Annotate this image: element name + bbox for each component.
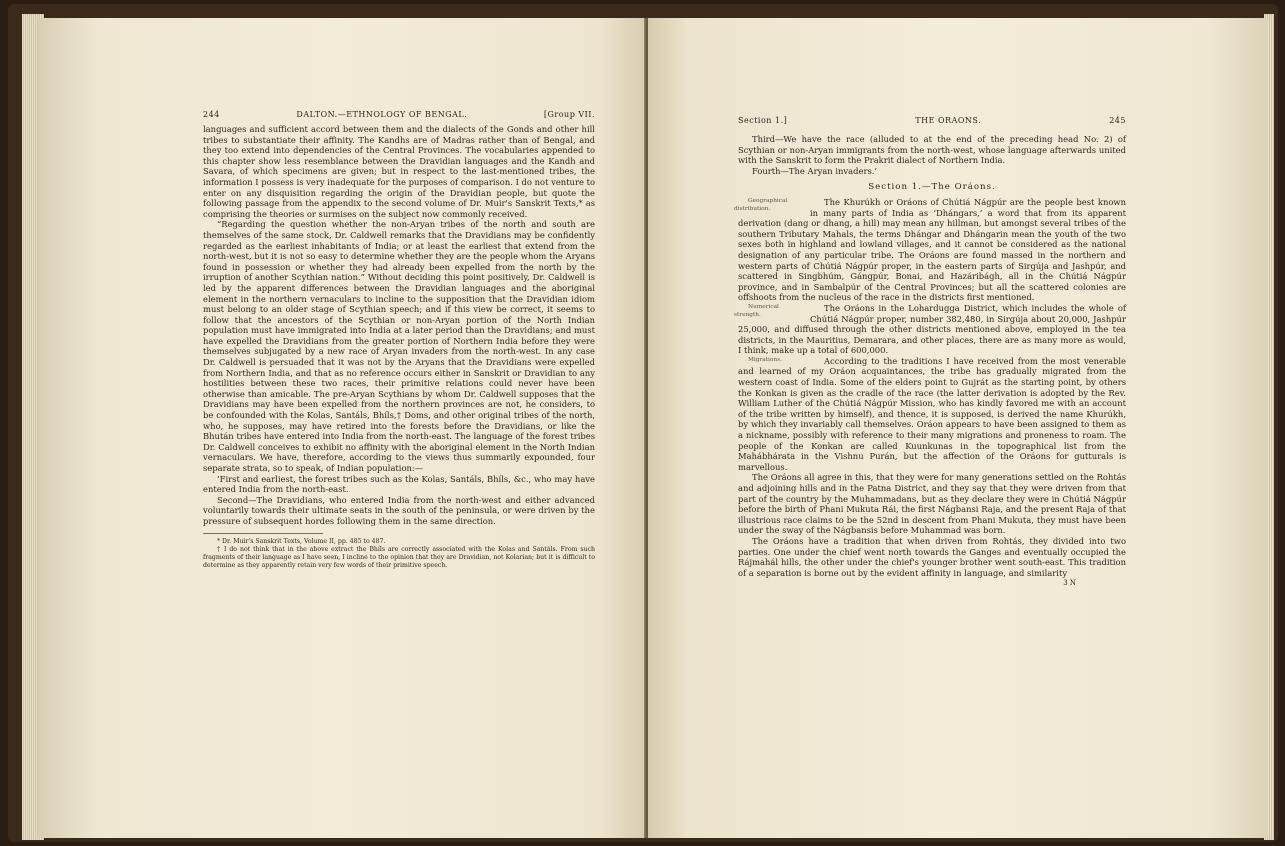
right-paragraph bbox=[738, 356, 1126, 473]
left-paragraph: languages and sufficient accord between them and the dialects of the Gonds and other hill tribes to substantiate their affinity. The Kandhs are of Madras rather than of Bengal, and they too extend into dependencies of the Central Provinces. The vocabularies appended to this chapter show less resemblance between the Dravidian languages and the Kandh and Savara, of which specimens are given; but in respect to the last-mentioned tribes, the information I possess is very inadequate for the purposes of comparison. I do not venture to enter on any disquisition regarding the origin of the Dravidian people, but quote the following passage from the appendix to the second volume of Dr. Muir's Sanskrit Texts,* as comprising the theories or surmises on the subject now commonly received. bbox=[203, 124, 595, 219]
left-paragraph: ‘First and earliest, the forest tribes such as the Kolas, Santáls, Bhíls, &c., who may have entered India from the north-east. bbox=[203, 473, 595, 495]
footnote: † I do not think that in the above extract the Bhíls are correctly associated with the Kolas and Santáls. From such fragments of their language as I have seen, I incline to the opinion that they are Dravidian, not Kolarian; but it is difficult to determine as they apparently retain very few words of their primitive speech. bbox=[203, 545, 595, 569]
right-body-text bbox=[734, 134, 1126, 589]
right-paragraph: The Oráons all agree in this, that they were for many generations settled on the Rohtás and adjoining hills and in the Patna District, and they say that they were driven from that part of the country by the Muhammadans, but as they declare they were in Chútiá Nágpúr before the birth of Phani Mukuta Rái, the first Nágbansi Raja, and the present Raja of that illustrious race claims to be the 52nd in descent from Phani Mukuta, they must have been under the sway of the Nágbansis before Muhammad was born. bbox=[738, 472, 1126, 536]
signature-mark: 3 N bbox=[1063, 579, 1076, 588]
right-paragraph: Third—We have the race (alluded to at the end of the preceding head No. 2) of Scythian or non-Aryan immigrants from the north-west, whose language afterwards united with the Sanskrit to form the Prakrit dialect of Northern India. bbox=[738, 134, 1126, 166]
right-running-title: THE ORAONS. bbox=[915, 116, 982, 125]
paragraph-text: The Khurúkh or Oráons of Chútiá Nágpúr are the people best known in many parts of India as ‘Dhángars,’ a word that from its apparent derivation (dang or dhang, a hill) may mean any hillman, but amongst several tribes of the southern Tributary Mahals, the terms Dhángar and Dhángarin mean the youth of the two sexes both in highland and lowland villages, and it cannot be considered as the national designation of any particular tribe. The Oráons are found massed in the northern and western parts of Chútiá Nágpúr proper, in the eastern parts of Sirgúja and Jashpúr, and scattered in Singbhúm, Gángpúr, Bonai, and Hazáribágh, all in the Chútiá Nágpúr province, and in Sambalpúr of the Central Provinces; but all the scattered colonies are offshoots from the nucleus of the race in the districts first mentioned. bbox=[738, 196, 1126, 303]
paragraph-text: According to the traditions I have received from the most venerable and learned of my Oráon acquaintances, the tribe has gradually migrated from the western coast of India. Some of the elders point to Gujrát as the starting point, by others the Konkan is given as the cradle of the race (the latter derivation is adopted by the Rev. William Luther of the Chútiá Nágpúr Mission, who has kindly favored me with an account of the tribe written by himself), and thence, it is supposed, is derived the name Khurúkh, by which they invariably call themselves. Oráon appears to have been assigned to them as a nickname, possibly with reference to their many migrations and proneness to roam. The people of the Konkan are called Kuunkunas in the topographical list from the Mahábhárata in the Vishnu Purán, but the affection of the Oráons for gutturals is marvellous. bbox=[738, 355, 1126, 472]
margin-note: Numerical strength. bbox=[734, 303, 779, 318]
book bbox=[8, 4, 1278, 842]
margin-note: Migrations. bbox=[748, 356, 782, 363]
footnote-rule bbox=[203, 533, 323, 534]
right-page-number: 245 bbox=[1109, 116, 1126, 125]
right-running-head bbox=[738, 116, 1126, 125]
right-page bbox=[648, 18, 1268, 838]
left-paragraph: “Regarding the question whether the non-Aryan tribes of the north and south are themselves of the same stock, Dr. Caldwell remarks that the Dravidians may be confidently regarded as the earliest inhabitants of India; or at least the earliest that extend from the north-west, but it is not so easy to determine whether they are the people whom the Aryans found in possession or whether they had already been expelled from the north by the irruption of another Scythian nation.” Without deciding this point positively, Dr. Caldwell is led by the apparent differences between the Dravidian languages and the aboriginal element in the northern vernaculars to incline to the supposition that the Dravidian idiom must belong to an older stage of Scythian speech; and if this view be correct, it seems to follow that the ancestors of the Scythian or non-Aryan portion of the North Indian population must have immigrated into India at a later period than the Dravidians; and must have expelled the Dravidians from the greater portion of Northern India before they were themselves subjugated by a new race of Aryan invaders from the north-west. In any case Dr. Caldwell is persuaded that it was not by the Aryans that the Dravidians were expelled from Northern India, and that as no reference occurs either in Sanskrit or Dravidian to any hostilities between these two races, their primitive relations could never have been otherwise than amicable. The pre-Aryan Scythians by whom Dr. Caldwell supposes that the Dravidians may have been expelled from the northern provinces are not, he considers, to be confounded with the Kolas, Santáls, Bhíls,† Doms, and other original tribes of the north, who, he supposes, may have retired into the forests before the Dravidians, or like the Bhután tribes have entered into India from the north-east. The language of the forest tribes Dr. Caldwell conceives to exhibit no affinity with the aboriginal element in the North Indian vernaculars. We have, therefore, according to the views thus summarily expounded, four separate strata, so to speak, of Indian population:— bbox=[203, 219, 595, 473]
left-running-title: DALTON.—ETHNOLOGY OF BENGAL. bbox=[296, 110, 468, 119]
section-heading: Section 1.—The Oráons. bbox=[868, 182, 996, 193]
left-page bbox=[38, 18, 646, 838]
left-page-number: 244 bbox=[203, 110, 220, 119]
right-paragraph: Fourth—The Aryan invaders.’ bbox=[752, 165, 878, 176]
right-paragraph: The Oráons have a tradition that when driven from Rohtás, they divided into two parties. One under the chief went north towards the Ganges and eventually occupied the Rájmahál hills, the other under the chief's younger brother went south-east. This tradition of a separation is borne out by the evident affinity in language, and similarity bbox=[738, 535, 1126, 578]
footnote: * Dr. Muir's Sanskrit Texts, Volume II, pp. 485 to 487. bbox=[217, 537, 386, 545]
right-paragraph bbox=[734, 302, 1126, 356]
margin-note: Geographical distribution. bbox=[734, 197, 788, 212]
paragraph-text: The Oráons in the Lohardugga District, which includes the whole of Chútiá Nágpúr proper, number 382,480, in Sirgúja about 20,000, Jashpúr 25,000, and diffused through the other districts mentioned above, employed in the tea districts, in the Mauritius, Demarara, and other places, there are as many more as would, I think, make up a total of 600,000. bbox=[738, 302, 1126, 356]
left-group-label: [Group VII. bbox=[543, 110, 595, 119]
left-body-text bbox=[203, 124, 595, 570]
right-paragraph bbox=[734, 196, 1126, 303]
right-section-label: Section 1.] bbox=[738, 116, 788, 125]
left-running-head bbox=[203, 110, 595, 119]
left-paragraph: Second—The Dravidians, who entered India from the north-west and either advanced voluntarily towards their ultimate seats in the south of the peninsula, or were driven by the pressure of subsequent hordes following them in the same direction. bbox=[203, 494, 595, 526]
